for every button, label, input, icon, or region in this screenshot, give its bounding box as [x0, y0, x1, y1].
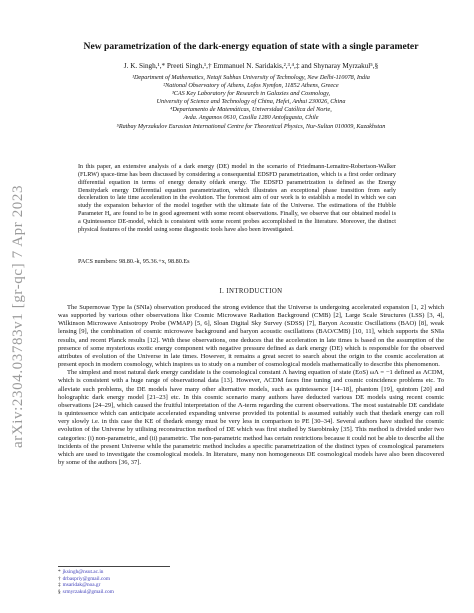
abstract: In this paper, an extensive analysis of a dark energy (DE) model in the scenario of Friedmann-Lemaitre-Robertson-Walker (FLRW) space-time has been discussed by considering a consequential EDSFD parametrization, which is a first order ordinary differential equation in terms of energy density ofdark energy. The EDSFD parametrization is defined as the Energy Densitydark energy Differential equation parametrization, which illustrates an exceptional phase transition from early deceleration to late time acceleration in the evolution. The foremost aim of our work is to establish a model in which we can study the expansion behavior of the model together with the ultimate fate of the Universe. The estimations of the Hubble Parameter H₀ are found to be in good agreement with some recent observations. Finally, we observe that our obtained model is a Quintessence DE-model, which is consistent with some recent probes accomplished in the literature. Moreover, the distinct physical features of the model using some diagnostic tools have also been investigated.: [78, 163, 396, 233]
section-heading-introduction: I. INTRODUCTION: [219, 288, 283, 295]
footnote-email-text: msaridak@noa.gr: [62, 582, 101, 588]
introduction-body: [58, 304, 444, 467]
affiliation-line: ³CAS Key Laboratory for Research in Galaxies and Cosmology,: [171, 90, 331, 98]
footnotes: [58, 566, 258, 595]
footnote-mark: *: [58, 569, 61, 575]
pacs-numbers: PACS numbers: 98.80.-k, 95.36.+x, 98.80.Es: [78, 258, 190, 265]
footnote-mark: ‡: [58, 582, 61, 588]
affiliation-line: ⁴Departamento de Matemáticas, Universidad Católica del Norte,: [170, 106, 332, 114]
body-paragraph: The Supernovae Type Ia (SNIa) observation produced the strong evidence that the Universe is undergoing accelerated expansion [1, 2] which was supported by various other observations like Cosmic Microwave Radiation Background (CMB) [2], Large Scale Structures (LSS) [3, 4], Wilkinson Microwave Anisotropy Probe (WMAP) [5, 6], Sloan Digital Sky Survey (SDSS) [7], Baryon Acoustic Oscillations (BAO) [8], weak lensing [9], the combination of cosmic microwave background and baryon acoustic oscillations (BAO/CMB) [10, 11], which supports the SNIa results, and recent Planck results [12]. With these observations, one deduces that the acceleration in late times is based on the assumption of the presence of some mysterious exotic energy component with negative pressure defined as dark energy (DE) which is responsible for the observed attributes of evolution of the Universe in late times. However, it remains a great secret to search about the origin to the cosmic acceleration at present epoch in modern cosmology, which inspires us to study on a number of cosmological models mathematically to describe this phenomenon.: [58, 304, 444, 369]
affiliation-line: ¹Department of Mathematics, Netaji Subhas University of Technology, New Delhi-110078, India: [132, 74, 370, 81]
affiliation-line: ⁵Ratbay Myrzakulov Eurasian International Centre for Theoretical Physics, Nur-Sultan 010009, Kazakhstan: [116, 122, 386, 130]
footnote-email-text: drbaspriy@gmail.com: [62, 575, 111, 582]
footnote-email-text: jksingh@nsut.ac.in: [62, 569, 104, 575]
body-paragraph: The simplest and most natural dark energy candidate is the cosmological constant Λ having equation of state (EoS) ωΛ = −1 defined as ΛCDM, which is consistent with a huge range of observational data [13]. However, ΛCDM faces fine tuning and cosmic coincidence problems etc. To alleviate such problems, the DE models have many other alternative models, such as quintessence [14–18], phantom [19], quintom [20] and holographic dark energy model [21–23] etc. In this cosmic scenario many authors have deducted various DE models using recent cosmic observations [24–29], which caused the fruitful interpretation of the Λ-term regarding the current observations. The most sustainable DE candidate is quintessence which can anticipate accelerated expanding universe provided its potential is assumed suitably such that thedark energy can roll very slowly i.e. in this case the KE of thedark energy must be very less in comparison to PE [30–34]. Several authors have studied the cosmic evolution of the Universe by utilising reconstruction method of DE which was first studied by Starobinsky [35]. This method is divided under two categories: (i) non-parametric, and (ii) parametric. The non-parametric method has certain restrictions because it could not be able to describe all the incidents of the present Universe while the parametric method includes a specific parametrization of the distinct types of cosmological parameters which are used to investigate the cosmological models. In literature, many non homogeneous DE cosmological models have also been discovered by some of the authors [36, 37].: [58, 369, 444, 466]
arxiv-identifier-stamp: arXiv:2304.03783v1 [gr-qc] 7 Apr 2023: [10, 184, 26, 448]
author-list: J. K. Singh,¹,* Preeti Singh,¹,† Emmanuel N. Saridakis,²,³,⁴,‡ and Shynaray Myrzakul⁵,§: [123, 62, 379, 70]
paper-title: New parametrization of the dark-energy equation of state with a single parameter: [83, 41, 419, 52]
affiliations: [58, 74, 444, 131]
affiliation-line: Avda. Angamos 0610, Casilla 1280 Antofagasta, Chile: [183, 114, 319, 122]
affiliation-line: University of Science and Technology of China, Hefei, Anhui 230026, China: [156, 98, 346, 106]
footnote-divider: [58, 566, 170, 567]
footnote-mark: §: [58, 588, 61, 595]
footnote-email-text: srmyrzakul@gmail.com: [62, 588, 114, 595]
footnote-email[interactable]: [58, 589, 258, 596]
footnote-mark: †: [58, 575, 61, 582]
affiliation-line: ²National Observatory of Athens, Lofos Nymfon, 11852 Athens, Greece: [163, 82, 339, 90]
